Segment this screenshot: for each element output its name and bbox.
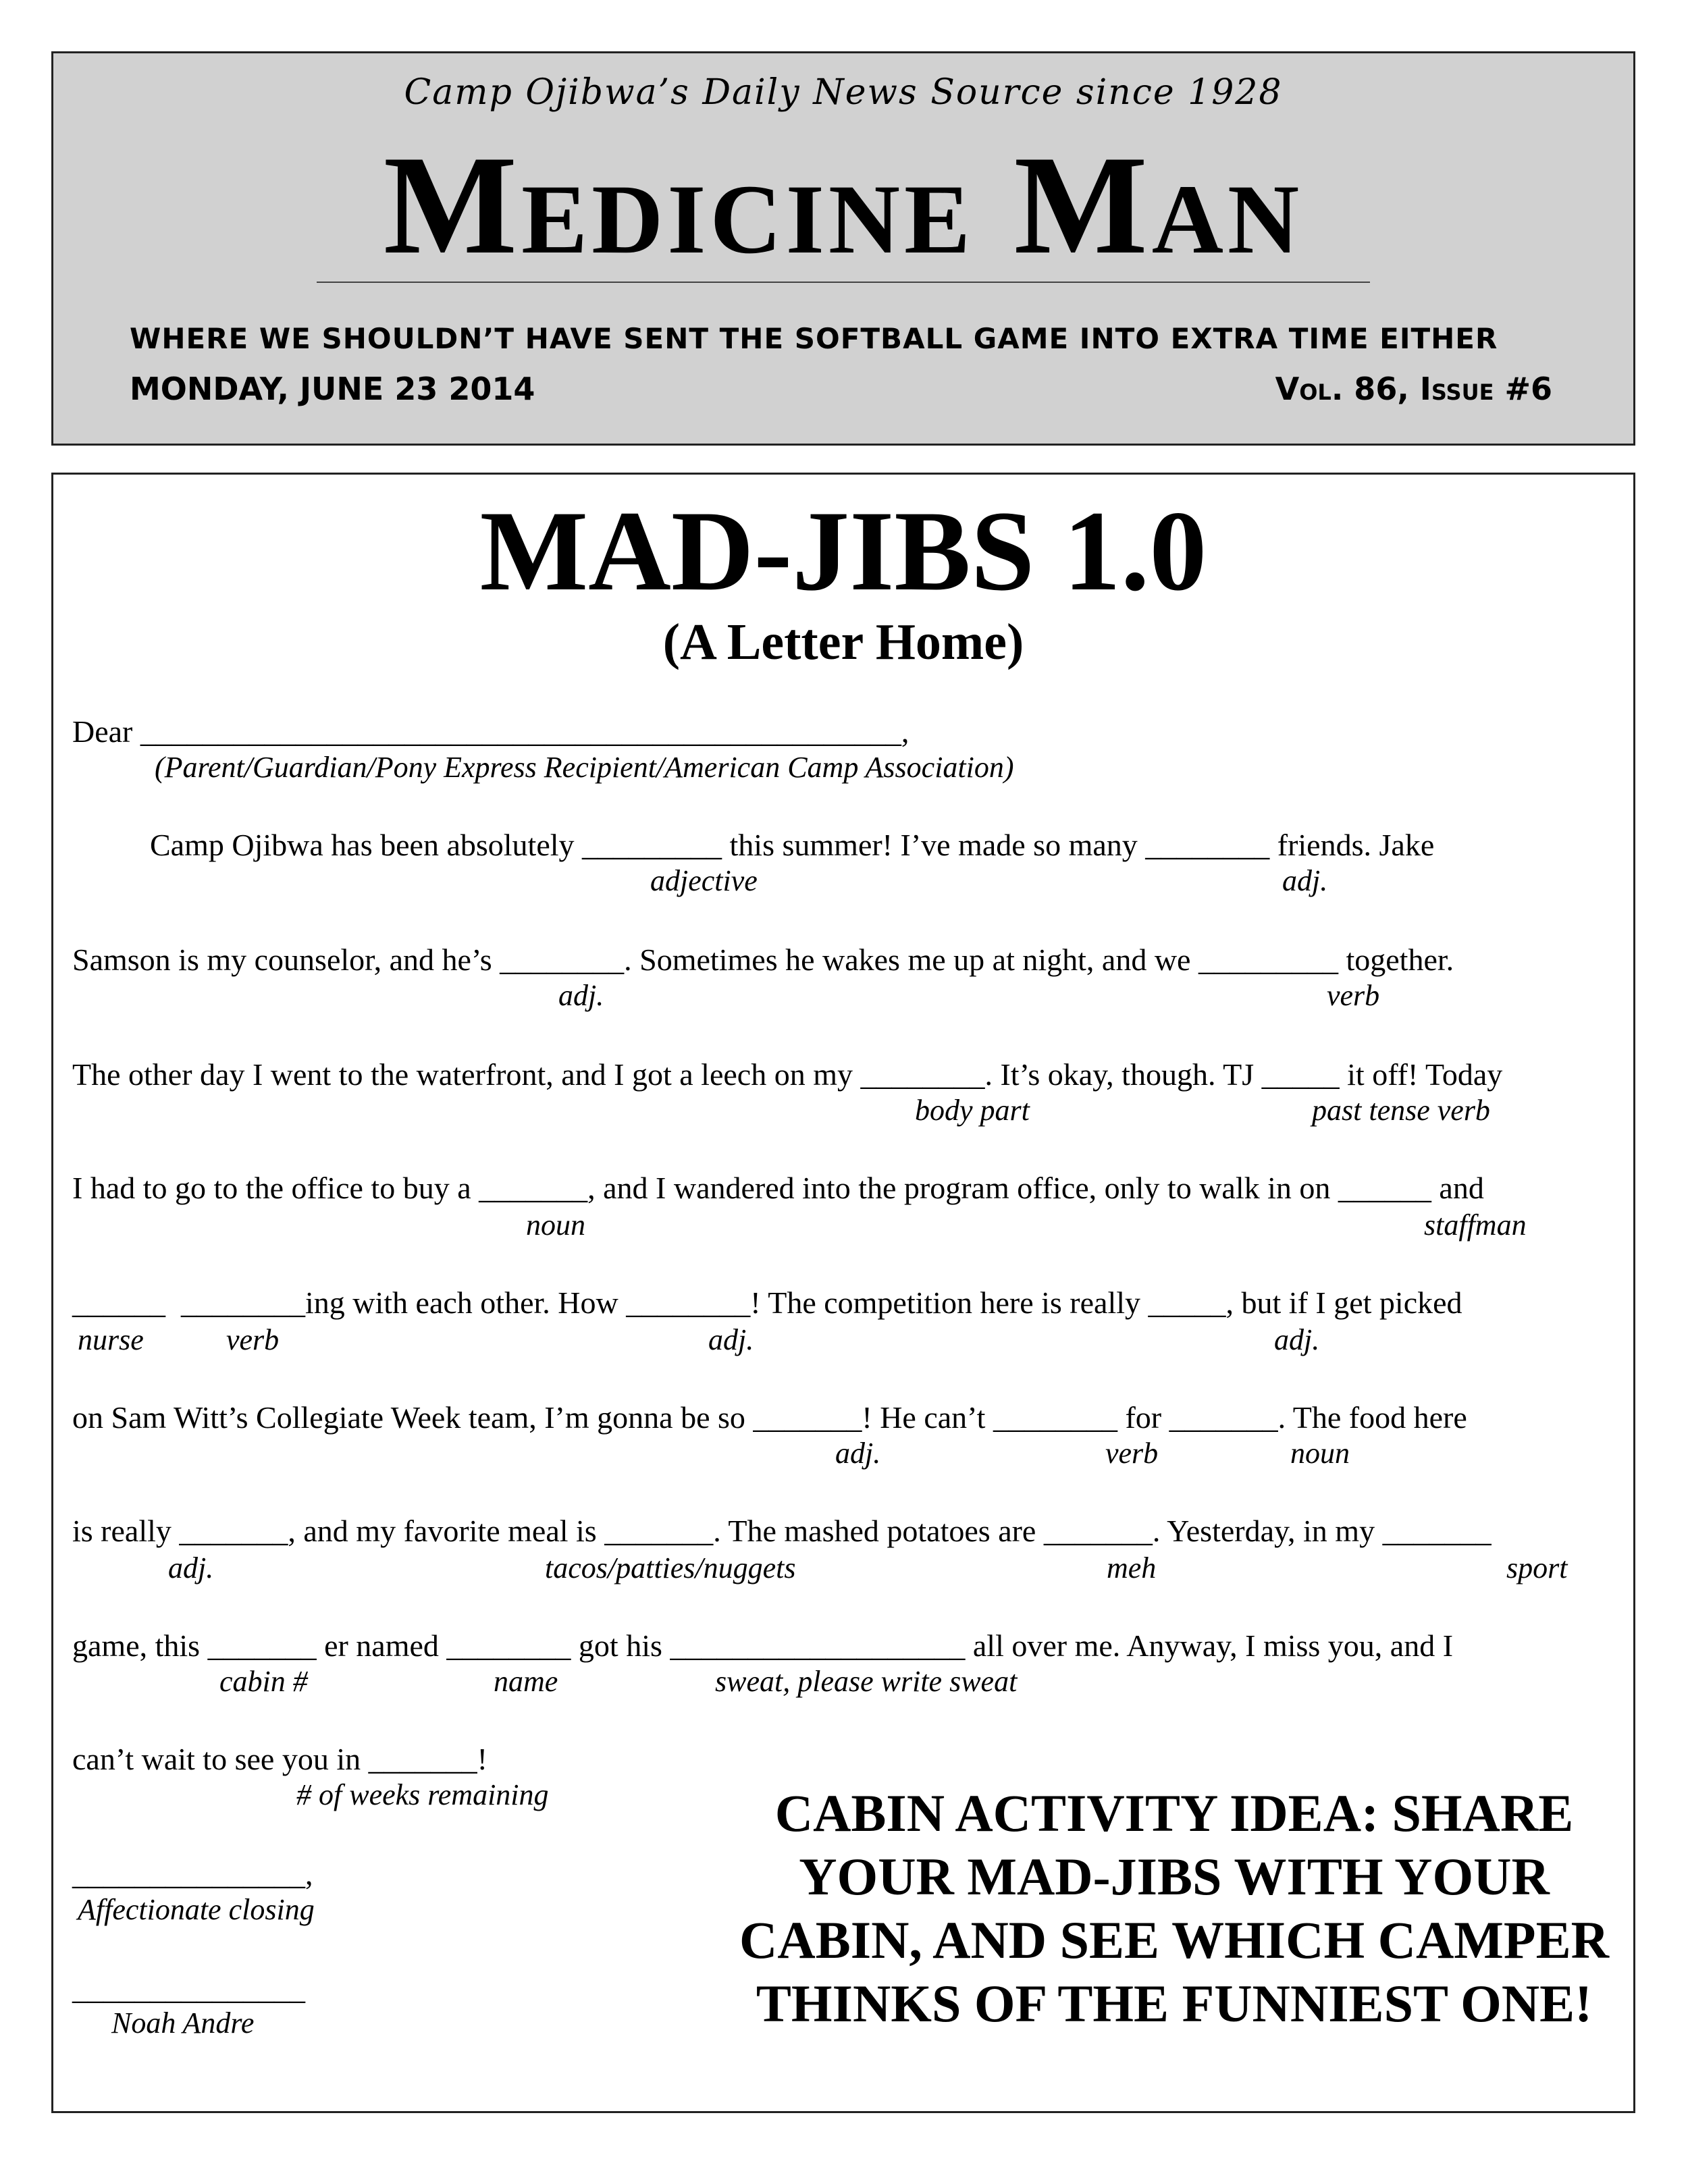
hint-recipient: (Parent/Guardian/Pony Express Recipient/American Camp Association) xyxy=(155,751,1014,784)
hint-meh: meh xyxy=(1107,1551,1157,1584)
issue-date: MONDAY, JUNE 23 2014 xyxy=(130,371,535,407)
hint-adj: adj. xyxy=(1274,1323,1320,1356)
hint-adj: adj. xyxy=(708,1323,754,1356)
hint-verb: verb xyxy=(226,1323,280,1356)
hint-verb: verb xyxy=(1105,1437,1159,1470)
letter-line-10: can’t wait to see you in _______! xyxy=(72,1742,487,1776)
hint-adj: adj. xyxy=(1282,864,1328,897)
hint-weeks: # of weeks remaining xyxy=(296,1778,549,1811)
hint-name: name xyxy=(494,1665,558,1698)
letter-line-1: Dear _________________________________________________, xyxy=(72,714,909,749)
hint-adj: adj. xyxy=(168,1551,214,1584)
letter-line-8: is really _______, and my favorite meal is _______. The mashed potatoes are _______. Yesterday, in my _______ xyxy=(72,1514,1492,1548)
hint-adj: adj. xyxy=(558,979,604,1012)
article-box xyxy=(51,473,1635,2113)
hint-sport: sport xyxy=(1506,1551,1568,1584)
masthead-tagline: Camp Ojibwa’s Daily News Source since 1928 xyxy=(404,72,1283,113)
title-divider xyxy=(317,282,1370,283)
hint-nurse: nurse xyxy=(78,1323,144,1356)
hint-tacos: tacos/patties/nuggets xyxy=(545,1551,796,1584)
letter-line-5: I had to go to the office to buy a _______, and I wandered into the program office, only to walk in on ______ and xyxy=(72,1171,1484,1205)
hint-closing: Affectionate closing xyxy=(78,1893,315,1926)
hint-adjective: adjective xyxy=(650,864,758,897)
issue-number: Vol. 86, Issue #6 xyxy=(1275,371,1552,407)
newspaper-title: Medicine Man xyxy=(383,127,1304,284)
hint-verb: verb xyxy=(1327,979,1380,1012)
masthead-subtitle: WHERE WE SHOULDN’T HAVE SENT THE SOFTBALL GAME INTO EXTRA TIME EITHER xyxy=(130,322,1498,355)
hint-body-part: body part xyxy=(915,1094,1030,1127)
signature-name: Noah Andre xyxy=(111,2006,255,2040)
hint-cabin: cabin # xyxy=(219,1665,308,1698)
closing-blank: _______________, xyxy=(72,1857,313,1891)
letter-line-9: game, this _______ er named ________ got his ___________________ all over me. Anyway, I miss you, and I xyxy=(72,1628,1454,1663)
letter-line-6: ______ ________ing with each other. How ________! The competition here is really _____, but if I get picked xyxy=(72,1285,1462,1320)
cabin-activity-callout: CABIN ACTIVITY IDEA: SHARE YOUR MAD-JIBS WITH YOUR CABIN, AND SEE WHICH CAMPER THINKS OF THE FUNNIEST ONE! xyxy=(739,1784,1609,2033)
article-subtitle: (A Letter Home) xyxy=(662,614,1024,670)
masthead xyxy=(51,51,1635,446)
hint-noun: noun xyxy=(1290,1437,1350,1470)
hint-past-tense-verb: past tense verb xyxy=(1312,1094,1490,1127)
hint-noun: noun xyxy=(526,1208,585,1242)
article-title: MAD-JIBS 1.0 xyxy=(479,487,1207,614)
letter-line-2: Camp Ojibwa has been absolutely _________ this summer! I’ve made so many ________ friends. Jake xyxy=(72,828,1435,862)
hint-sweat: sweat, please write sweat xyxy=(715,1665,1018,1698)
hint-adj: adj. xyxy=(835,1437,881,1470)
signature-blank: _______________ xyxy=(72,1971,305,2006)
letter-line-4: The other day I went to the waterfront, and I got a leech on my ________. It’s okay, though. TJ _____ it off! Today xyxy=(72,1057,1503,1092)
letter-line-3: Samson is my counselor, and he’s ________. Sometimes he wakes me up at night, and we _________ together. xyxy=(72,942,1454,977)
letter-line-7: on Sam Witt’s Collegiate Week team, I’m gonna be so _______! He can’t ________ for _______. The food here xyxy=(72,1400,1467,1435)
hint-staffman: staffman xyxy=(1424,1208,1527,1242)
